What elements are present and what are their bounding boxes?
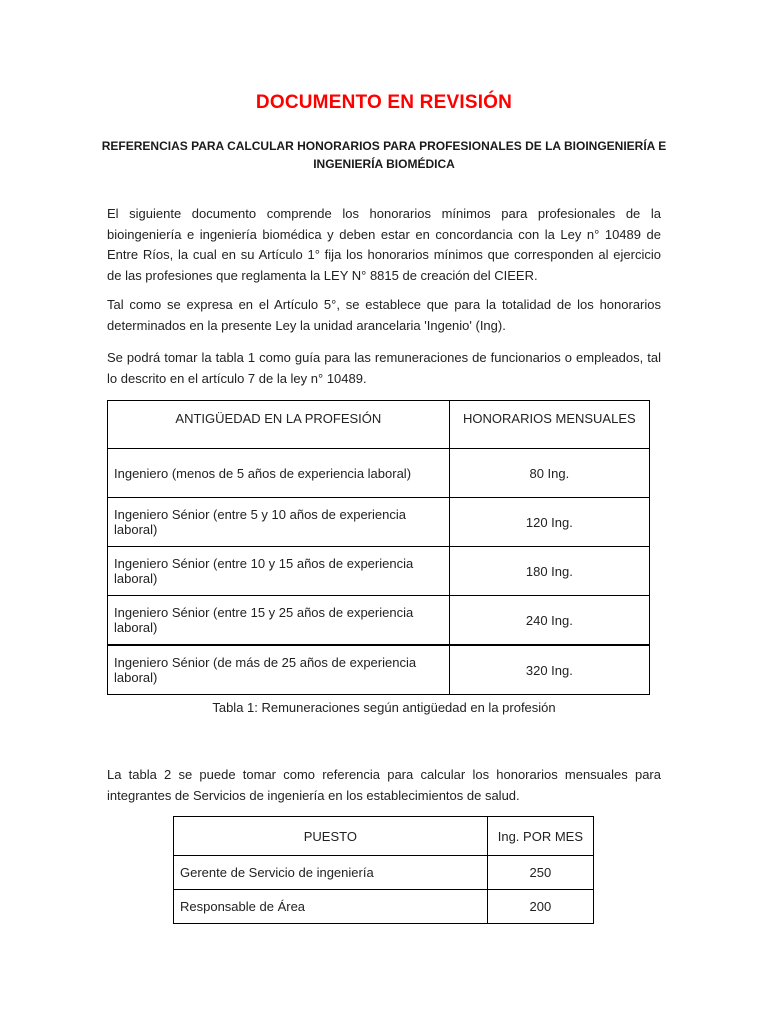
table-header-cell: PUESTO xyxy=(174,817,488,856)
table-cell-fee: 320 Ing. xyxy=(449,645,649,695)
table-row xyxy=(108,596,650,646)
table-cell-seniority: Ingeniero (menos de 5 años de experiencia laboral) xyxy=(108,449,450,498)
table-header-cell: HONORARIOS MENSUALES xyxy=(449,401,649,449)
table-cell-seniority: Ingeniero Sénior (entre 10 y 15 años de experiencia laboral) xyxy=(108,547,450,596)
article-5-paragraph: Tal como se expresa en el Artículo 5°, se establece que para la totalidad de los honorarios determinados en la presente Ley la unidad arancelaria 'Ingenio' (Ing). xyxy=(107,297,661,333)
seniority-fees-table xyxy=(107,400,650,695)
table-row xyxy=(108,645,650,695)
document-title: REFERENCIAS PARA CALCULAR HONORARIOS PARA PROFESIONALES DE LA BIOINGENIERÍA E INGENIERÍA BIOMÉDICA xyxy=(101,139,667,171)
table-header-row xyxy=(108,401,650,449)
table-cell-monthly-ing: 250 xyxy=(487,856,593,890)
table-cell-monthly-ing: 200 xyxy=(487,890,593,924)
table-cell-fee: 80 Ing. xyxy=(449,449,649,498)
table-row xyxy=(108,547,650,596)
table-row xyxy=(108,498,650,547)
table1-caption: Tabla 1: Remuneraciones según antigüedad en la profesión xyxy=(212,700,556,715)
table-cell-seniority: Ingeniero Sénior (entre 5 y 10 años de experiencia laboral) xyxy=(108,498,450,547)
table-cell-seniority: Ingeniero Sénior (entre 15 y 25 años de experiencia laboral) xyxy=(108,596,450,646)
table-header-row xyxy=(174,817,594,856)
table-cell-fee: 180 Ing. xyxy=(449,547,649,596)
table2-intro-paragraph: La tabla 2 se puede tomar como referencia para calcular los honorarios mensuales para integrantes de Servicios de ingeniería en los establecimientos de salud. xyxy=(107,767,661,803)
positions-fees-table xyxy=(173,816,594,924)
table-cell-fee: 120 Ing. xyxy=(449,498,649,547)
table1-intro-paragraph: Se podrá tomar la tabla 1 como guía para las remuneraciones de funcionarios o empleados, tal lo descrito en el artículo 7 de la ley n° 10489. xyxy=(107,350,661,386)
table-cell-position: Responsable de Área xyxy=(174,890,488,924)
table-row xyxy=(174,890,594,924)
table-cell-fee: 240 Ing. xyxy=(449,596,649,646)
table-row xyxy=(174,856,594,890)
table-header-cell: ANTIGÜEDAD EN LA PROFESIÓN xyxy=(108,401,450,449)
table-row xyxy=(108,449,650,498)
document-status-heading: DOCUMENTO EN REVISIÓN xyxy=(255,92,513,113)
table-cell-position: Gerente de Servicio de ingeniería xyxy=(174,856,488,890)
table-header-cell: Ing. POR MES xyxy=(487,817,593,856)
intro-paragraph: El siguiente documento comprende los honorarios mínimos para profesionales de la bioingeniería e ingeniería biomédica y deben estar en concordancia con la Ley n° 10489 de Entre Ríos, la cual en su Artículo 1° fija los honorarios mínimos que corresponden al ejercicio de las profesiones que reglamenta la LEY N° 8815 de creación del CIEER. xyxy=(107,206,661,283)
table-cell-seniority: Ingeniero Sénior (de más de 25 años de experiencia laboral) xyxy=(108,645,450,695)
